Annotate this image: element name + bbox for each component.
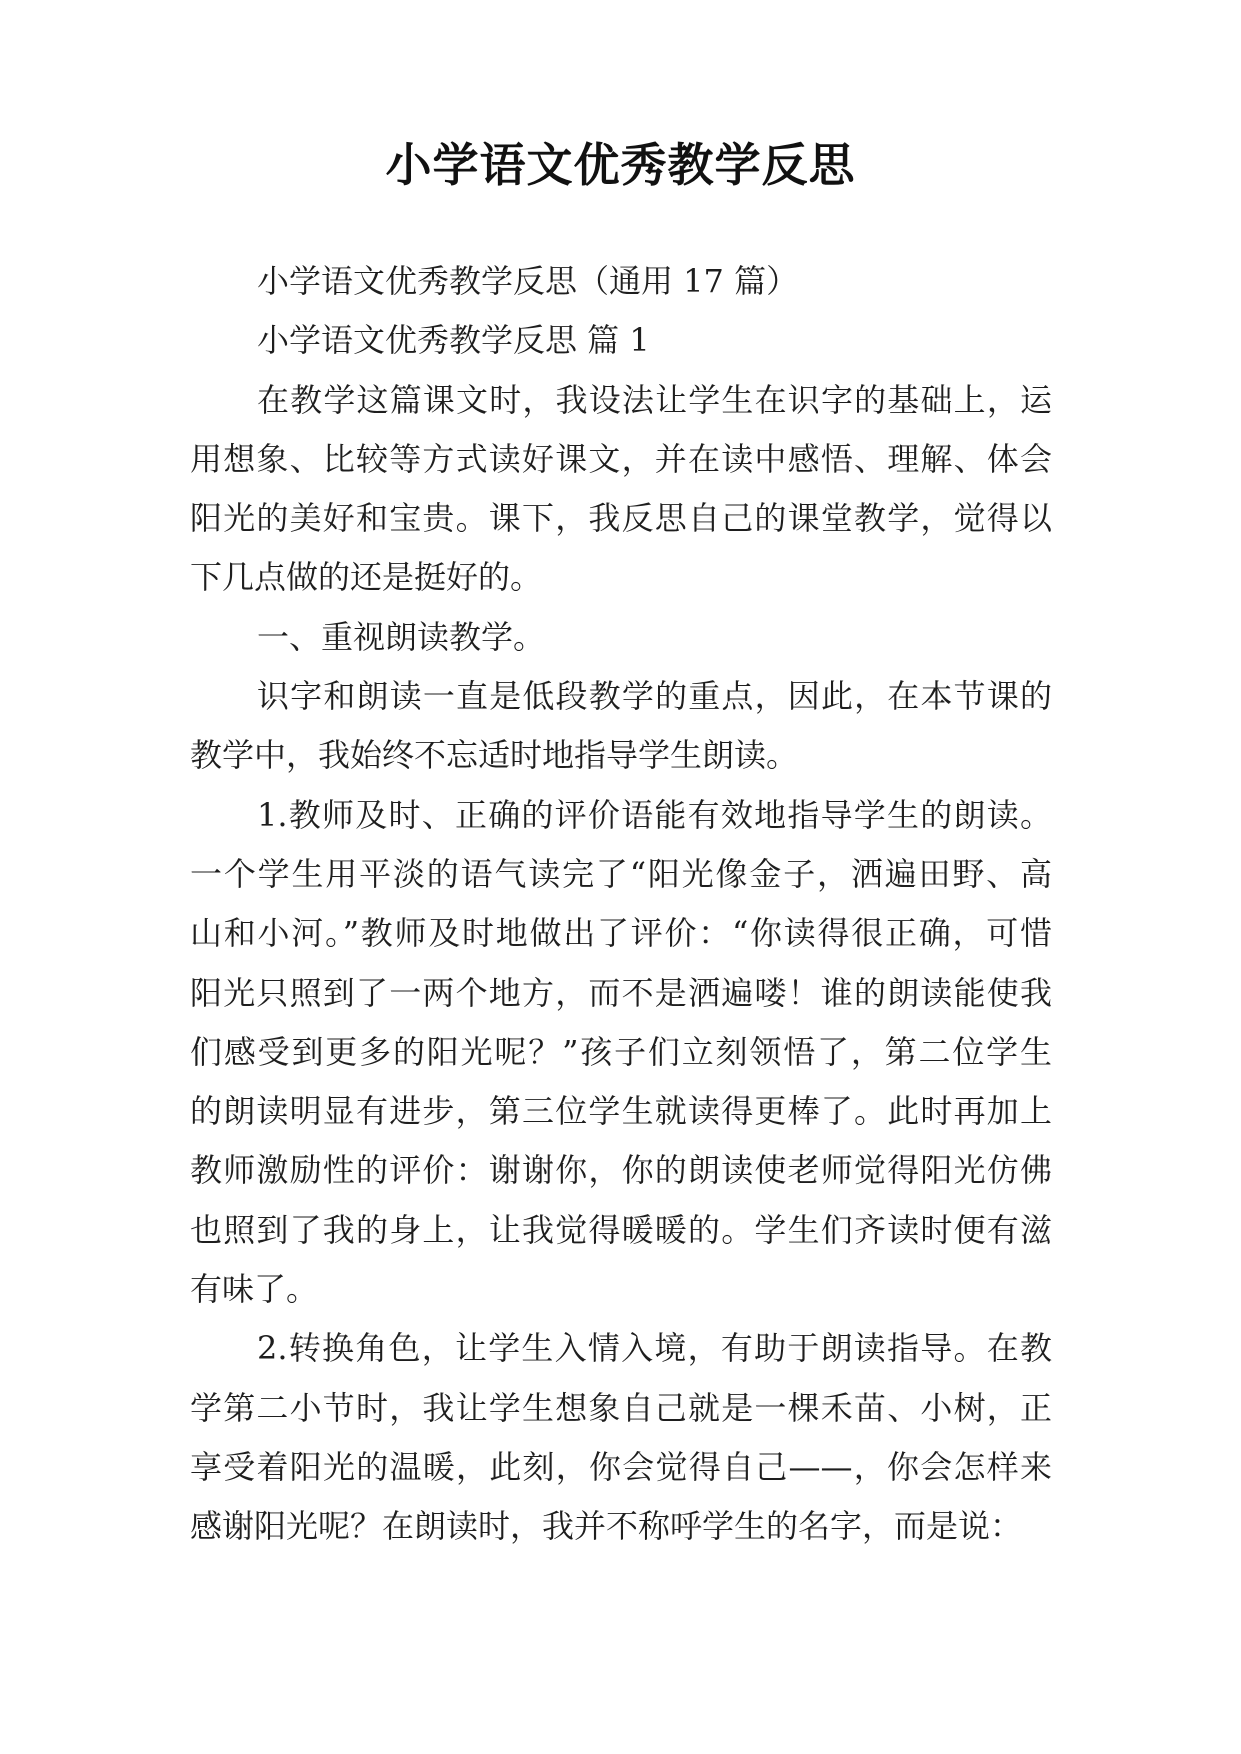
text-line: 山和小河。”教师及时地做出了评价：“你读得很正确，可惜 [190,914,1052,953]
text-line: 教学中，我始终不忘适时地指导学生朗读。 [190,736,799,775]
text-line: 也照到了我的身上，让我觉得暖暖的。学生们齐读时便有滋 [190,1210,1052,1249]
paragraph [190,608,1052,667]
text-line: 学第二小节时，我让学生想象自己就是一棵禾苗、小树，正 [190,1388,1052,1427]
paragraph [190,667,1052,786]
text-line: 小学语文优秀教学反思 篇 1 [257,321,650,360]
text-line: 识字和朗读一直是低段教学的重点，因此，在本节课的 [257,677,1052,716]
text-line: 下几点做的还是挺好的。 [190,558,543,597]
text-line: 用想象、比较等方式读好课文，并在读中感悟、理解、体会 [190,439,1052,478]
paragraph [190,786,1052,1320]
paragraph [190,252,1052,311]
document-body [190,252,1052,1557]
text-line: 的朗读明显有进步，第三位学生就读得更棒了。此时再加上 [190,1092,1052,1131]
text-line: 阳光只照到了一两个地方，而不是洒遍喽！谁的朗读能使我 [190,973,1052,1012]
text-line: 享受着阳光的温暖，此刻，你会觉得自己——，你会怎样来 [190,1447,1052,1486]
text-line: 一个学生用平淡的语气读完了“阳光像金子，洒遍田野、高 [190,854,1052,893]
text-line: 感谢阳光呢？在朗读时，我并不称呼学生的名字，而是说： [190,1507,1023,1546]
paragraph [190,311,1052,370]
text-line: 在教学这篇课文时，我设法让学生在识字的基础上，运 [257,380,1052,419]
text-line: 2.转换角色，让学生入情入境，有助于朗读指导。在教 [257,1329,1052,1368]
text-line: 一、重视朗读教学。 [257,617,546,656]
paragraph [190,1319,1052,1556]
text-line: 们感受到更多的阳光呢？”孩子们立刻领悟了，第二位学生 [190,1032,1052,1071]
text-line: 教师激励性的评价：谢谢你，你的朗读使老师觉得阳光仿佛 [190,1151,1052,1190]
text-line: 有味了。 [190,1270,319,1309]
document-title: 小学语文优秀教学反思 [385,138,856,192]
text-line: 小学语文优秀教学反思（通用 17 篇） [257,262,799,300]
text-line: 阳光的美好和宝贵。课下，我反思自己的课堂教学，觉得以 [190,499,1052,538]
text-line: 1.教师及时、正确的评价语能有效地指导学生的朗读。 [257,795,1052,834]
paragraph [190,371,1052,608]
